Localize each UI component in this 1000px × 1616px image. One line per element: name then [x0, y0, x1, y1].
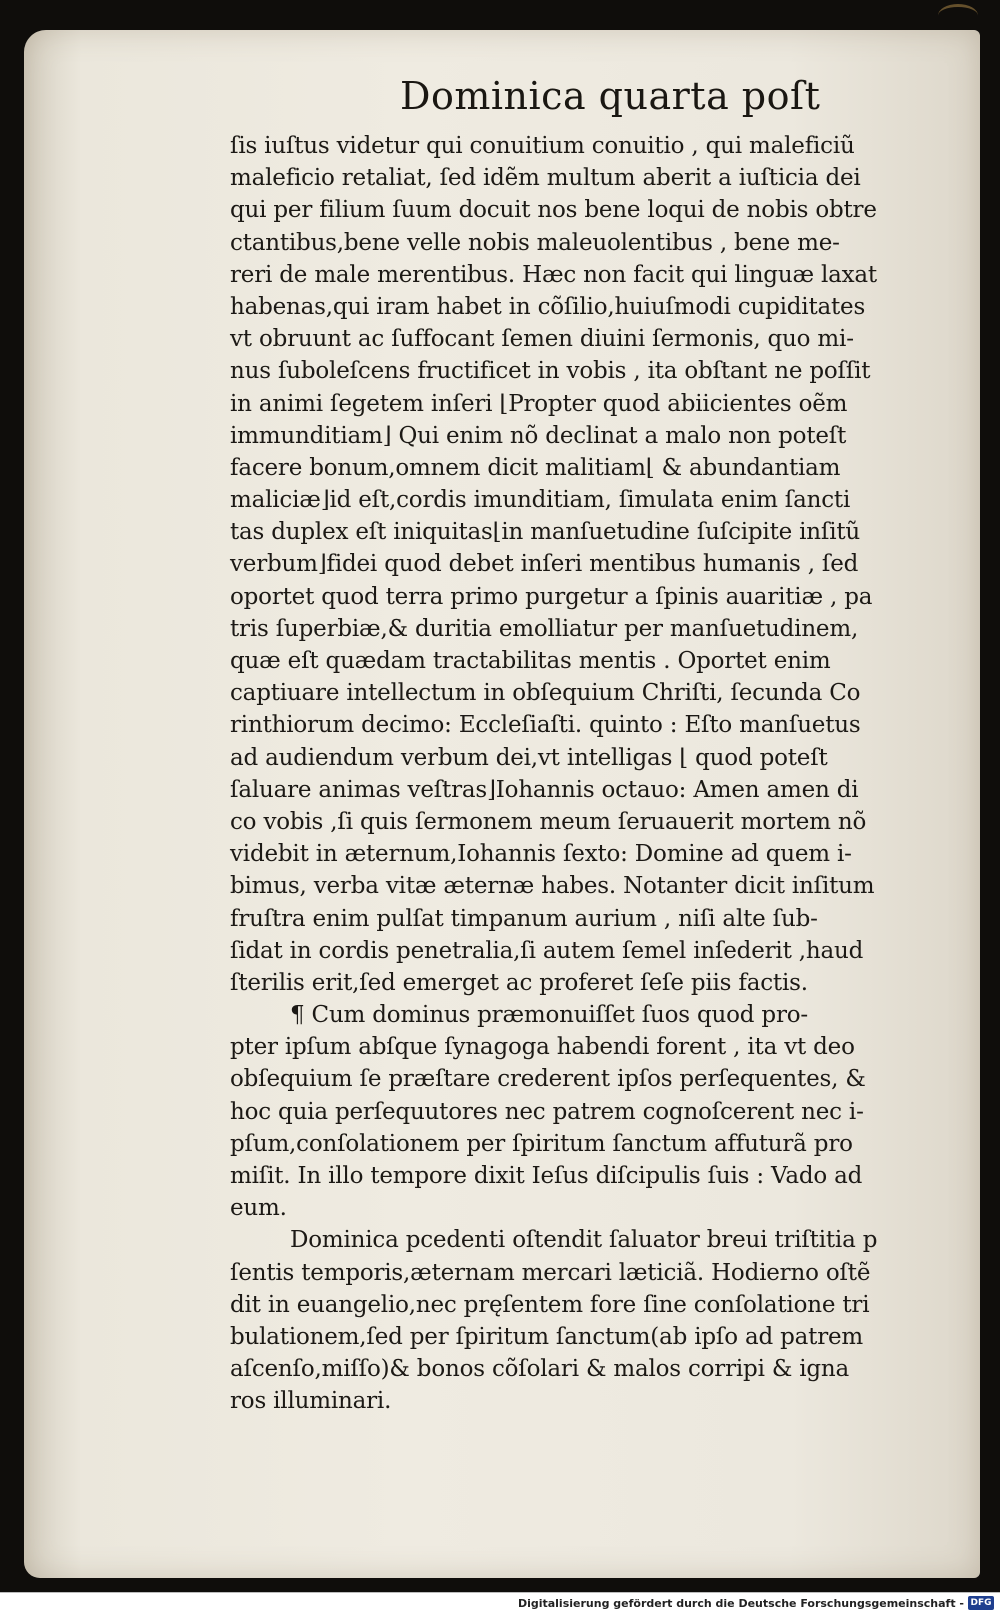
- dfg-logo: DFG: [968, 1596, 994, 1610]
- running-header: Dominica quarta poſt: [400, 74, 821, 118]
- text-line: ſterilis erit,ſed emerget ac proferet ſeſe piis factis.: [230, 969, 808, 996]
- text-line: pſum,conſolationem per ſpiritum ſanctum affuturã pro: [230, 1130, 853, 1157]
- text-line: quæ eſt quædam tractabilitas mentis . Oportet enim: [230, 648, 831, 674]
- footer-bar: [0, 1592, 1000, 1616]
- text-line: ſaluare animas veſtras⌋Iohannis octauo: Amen amen di: [230, 776, 859, 803]
- text-line: oportet quod terra primo purgetur a ſpinis auaritiæ , pa: [230, 583, 873, 610]
- text-line: maleficio retaliat, ſed idẽm multum aberit a iuſticia dei: [230, 165, 861, 192]
- text-line: Dominica pcedenti oſtendit ſaluator breui triſtitia p: [290, 1227, 878, 1254]
- text-line: immunditiam⌋ Qui enim nõ declinat a malo non poteſt: [230, 422, 847, 449]
- text-line: habenas,qui iram habet in cõſilio,huiuſmodi cupiditates: [230, 293, 866, 320]
- text-line: in animi ſegetem inſeri ⌊Propter quod abiicientes oẽm: [230, 390, 848, 417]
- text-line: ¶ Cum dominus præmonuiſſet ſuos quod pro-: [290, 1002, 808, 1029]
- text-line: miſit. In illo tempore dixit Ieſus diſcipulis ſuis : Vado ad: [230, 1163, 863, 1189]
- text-line: videbit in æternum,Iohannis ſexto: Domine ad quem i-: [230, 841, 852, 868]
- text-line: hoc quia perſequutores nec patrem cognoſcerent nec i-: [230, 1098, 864, 1125]
- text-line: reri de male merentibus. Hæc non facit qui linguæ laxat: [230, 261, 877, 288]
- text-line: aſcenſo,miſſo)& bonos cõſolari & malos corripi & igna: [230, 1356, 850, 1383]
- text-line: tas duplex eſt iniquitas⌊in manſuetudine ſuſcipite inſitũ: [230, 519, 861, 546]
- text-line: ſentis temporis,æternam mercari læticiã. Hodierno oſtẽ: [230, 1259, 871, 1286]
- text-line: fruſtra enim pulſat timpanum aurium , niſi alte ſub-: [230, 905, 818, 932]
- text-line: facere bonum,omnem dicit malitiam⌊ & abundantiam: [230, 454, 841, 481]
- binding-ornament: [938, 4, 978, 27]
- text-line: vt obruunt ac ſuffocant ſemen diuini ſermonis, quo mi-: [230, 326, 854, 353]
- text-line: verbum⌋fidei quod debet inſeri mentibus humanis , ſed: [230, 551, 859, 578]
- text-line: dit in euangelio,nec pręſentem fore ſine conſolatione tri: [230, 1291, 870, 1318]
- text-line: qui per filium ſuum docuit nos bene loqui de nobis obtre: [230, 197, 877, 224]
- text-line: rinthiorum decimo: Eccleſiaſti. quinto : Eſto manſuetus: [230, 712, 861, 739]
- text-line: pter ipſum abſque ſynagoga habendi forent , ita vt deo: [230, 1034, 855, 1061]
- text-line: co vobis ,ſi quis ſermonem meum ſeruauerit mortem nõ: [230, 808, 867, 835]
- text-line: nus ſuboleſcens fructificet in vobis , ita obſtant ne poſſit: [230, 358, 871, 385]
- text-line: maliciæ⌋id eſt,cordis imunditiam, ſimulata enim ſancti: [230, 487, 851, 514]
- text-line: tris ſuperbiæ,& duritia emolliatur per manſuetudinem,: [230, 615, 859, 642]
- text-line: bimus, verba vitæ æternæ habes. Notanter dicit inſitum: [230, 873, 875, 900]
- funding-note: Digitalisierung gefördert durch die Deutsche Forschungsgemeinschaft -: [517, 1597, 964, 1610]
- text-line: obſequium ſe præſtare crederent ipſos perſequentes, &: [230, 1066, 866, 1093]
- text-line: ros illuminari.: [230, 1388, 392, 1415]
- text-line: ad audiendum verbum dei,vt intelligas ⌊ quod poteſt: [230, 744, 828, 771]
- text-line: eum.: [230, 1195, 287, 1222]
- text-line: ctantibus,bene velle nobis maleuolentibus , bene me-: [230, 229, 840, 256]
- text-line: ſidat in cordis penetralia,ſi autem ſemel inſederit ,haud: [230, 937, 864, 964]
- body-text: [230, 130, 970, 1418]
- text-line: bulationem,ſed per ſpiritum ſanctum(ab ipſo ad patrem: [230, 1323, 864, 1350]
- text-line: ſis iuſtus videtur qui conuitium conuitio , qui maleficiũ: [230, 133, 855, 159]
- text-line: captiuare intellectum in obſequium Chriſti, ſecunda Co: [230, 680, 861, 707]
